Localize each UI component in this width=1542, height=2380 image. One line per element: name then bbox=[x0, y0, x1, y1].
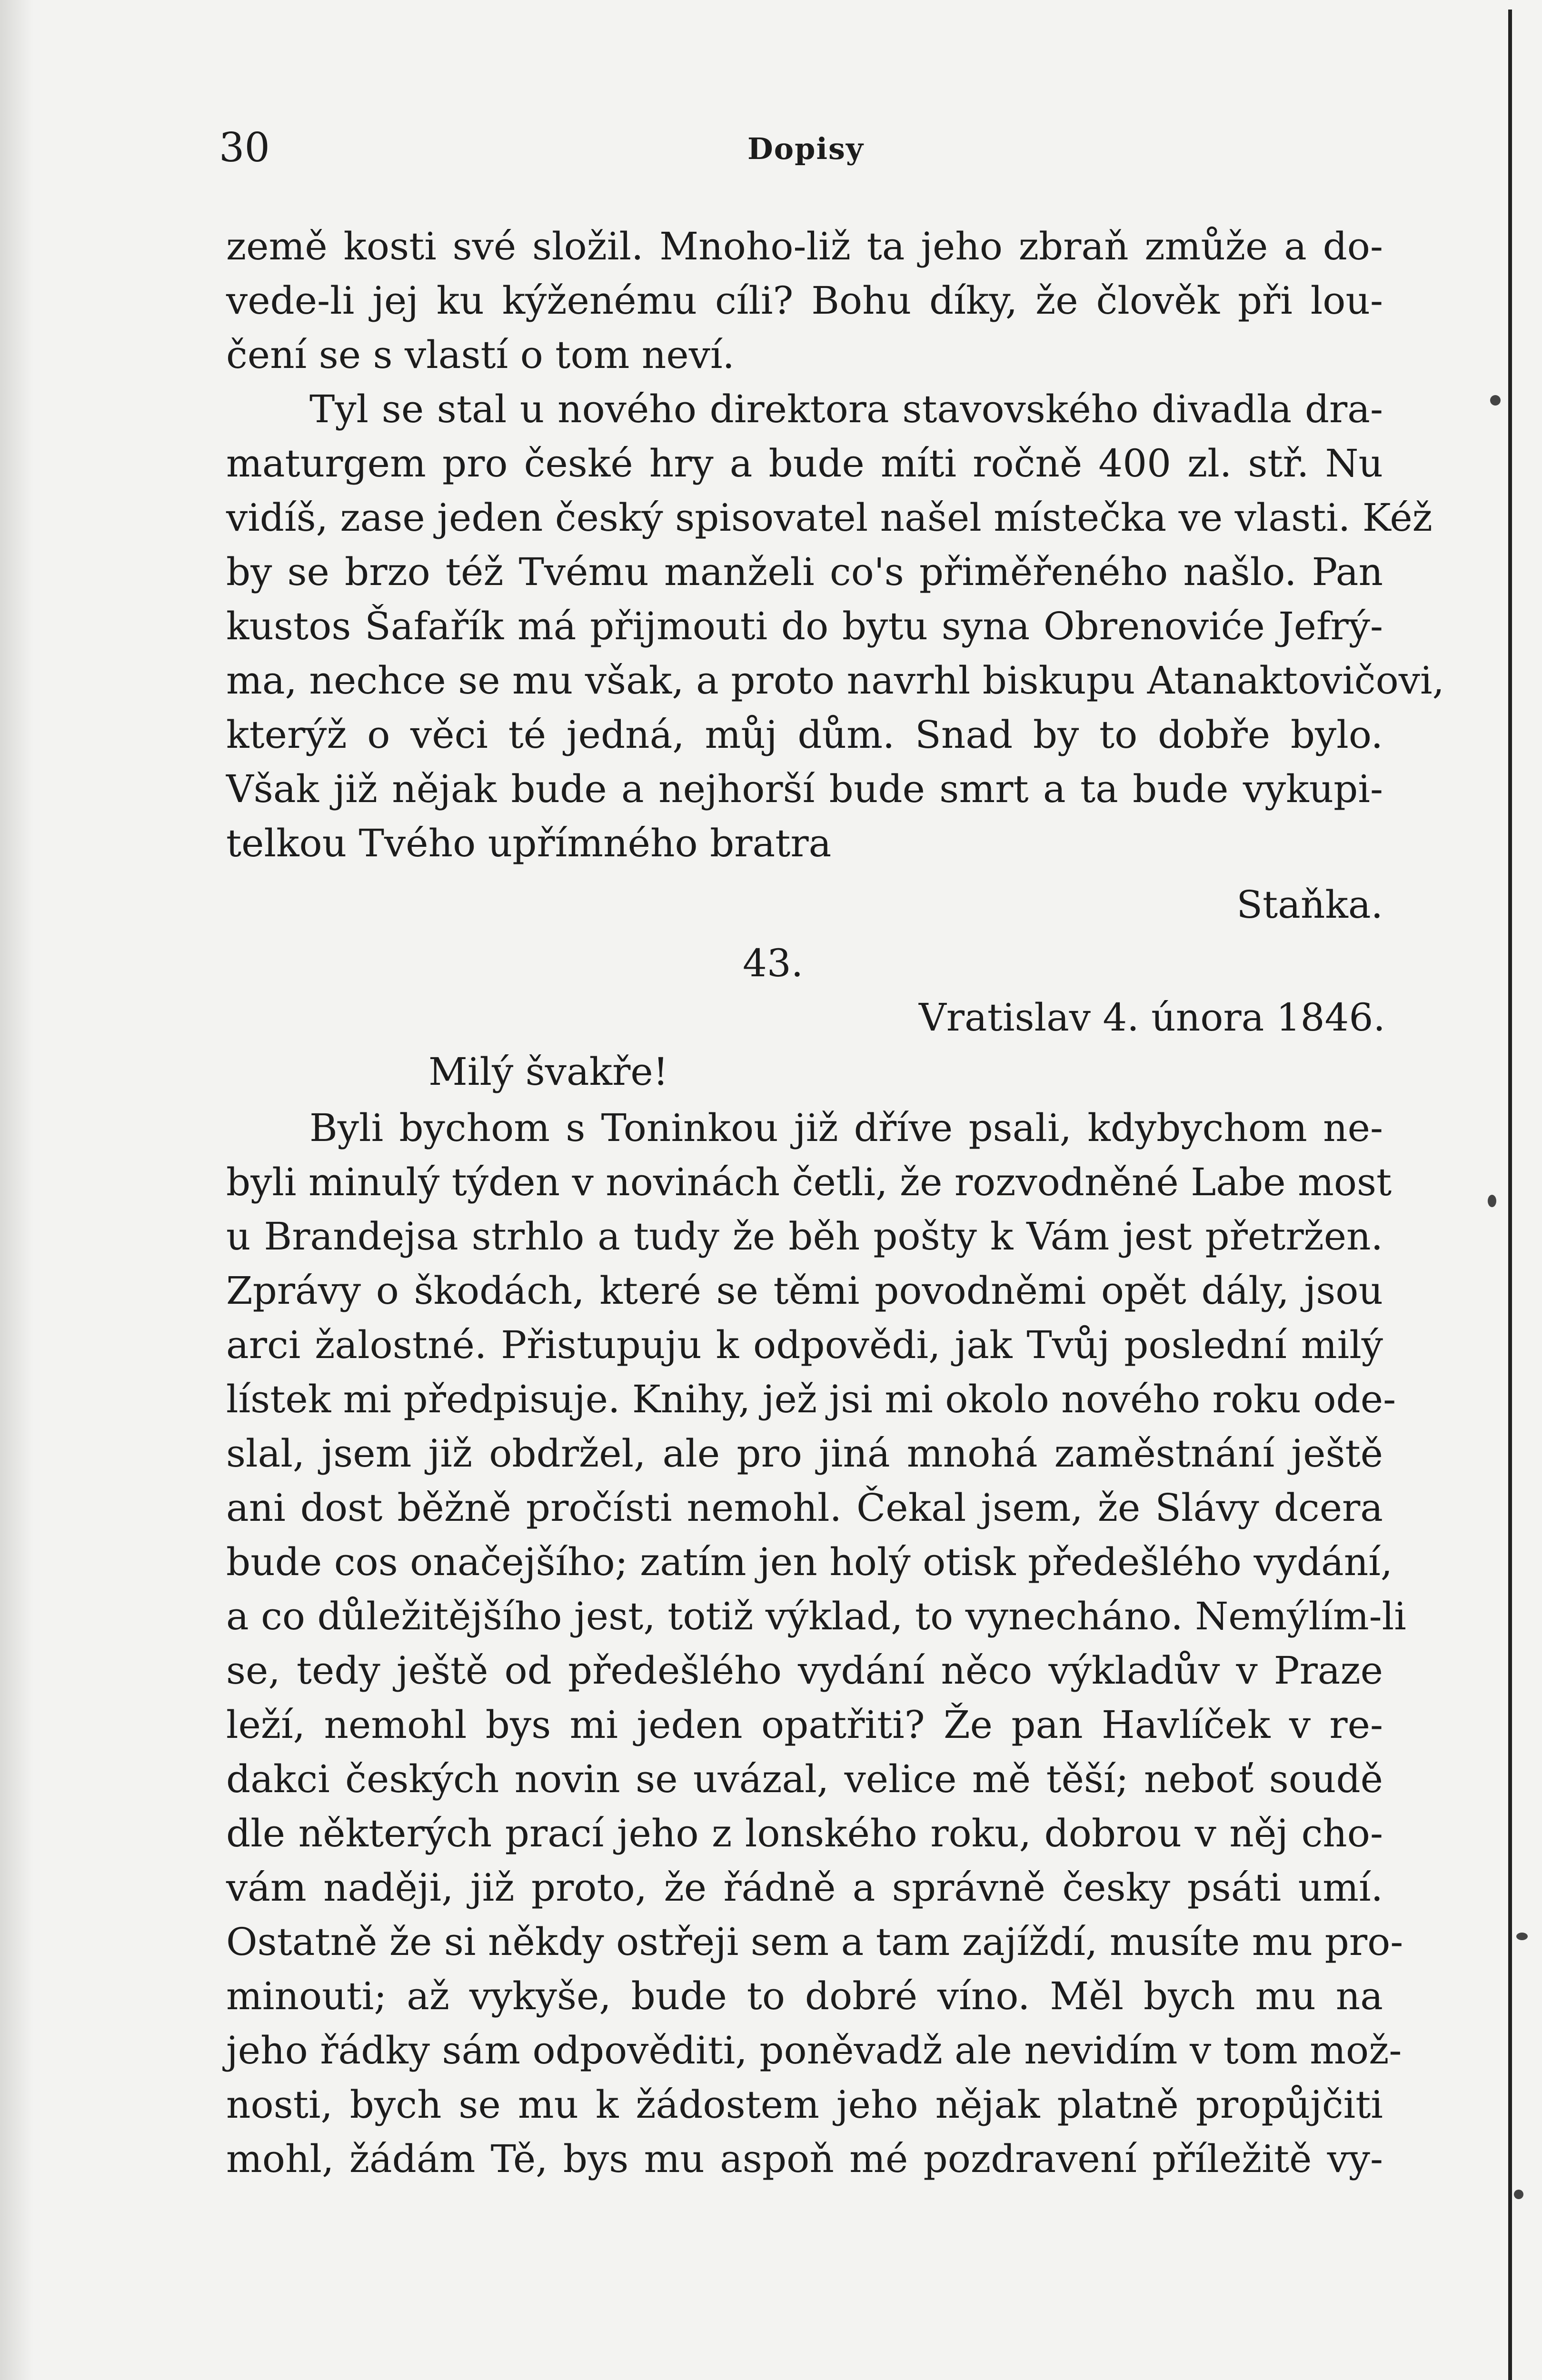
text-line: Tyl se stal u nového direktora stavovského divadla dra- bbox=[309, 387, 1383, 431]
signature: Staňka. bbox=[1236, 883, 1383, 927]
text-line: se, tedy ještě od předešlého vydání něco výkladův v Praze bbox=[226, 1648, 1383, 1693]
text-line: Ostatně že si někdy ostřeji sem a tam zajíždí, musíte mu pro- bbox=[226, 1920, 1403, 1964]
running-title: Dopisy bbox=[747, 131, 864, 166]
text-line: lístek mi předpisuje. Knihy, jež jsi mi okolo nového roku ode- bbox=[226, 1377, 1396, 1421]
text-line: čení se s vlastí o tom neví. bbox=[226, 333, 735, 377]
scan-speck bbox=[1514, 2190, 1523, 2199]
text-line: vede-li jej ku kýženému cíli? Bohu díky, že člověk při lou- bbox=[226, 278, 1383, 323]
text-line: Byli bychom s Toninkou již dříve psali, kdybychom ne- bbox=[309, 1106, 1383, 1150]
scan-speck bbox=[1516, 1933, 1528, 1940]
letter-number: 43. bbox=[743, 941, 804, 985]
text-line: mohl, žádám Tě, bys mu aspoň mé pozdravení příležitě vy- bbox=[226, 2137, 1383, 2181]
dateline: Vratislav 4. února 1846. bbox=[919, 995, 1385, 1040]
text-line: u Brandejsa strhlo a tudy že běh pošty k Vám jest přetržen. bbox=[226, 1214, 1383, 1259]
text-line: země kosti své složil. Mnoho-liž ta jeho zbraň zmůže a do- bbox=[226, 224, 1383, 268]
text-line: byli minulý týden v novinách četli, že rozvodněné Labe most bbox=[226, 1160, 1392, 1204]
text-line: minouti; až vykyše, bude to dobré víno. Měl bych mu na bbox=[226, 1974, 1383, 2018]
salutation: Milý švakře! bbox=[428, 1050, 668, 1094]
text-line: telkou Tvého upřímného bratra bbox=[226, 821, 832, 865]
text-line: dle některých prací jeho z lonského roku, dobrou v něj cho- bbox=[226, 1811, 1383, 1855]
page-header bbox=[0, 119, 1542, 176]
text-line: Však již nějak bude a nejhorší bude smrt a ta bude vykupi- bbox=[226, 767, 1383, 811]
scan-speck bbox=[1488, 1195, 1496, 1207]
text-line: kustos Šafařík má přijmouti do bytu syna Obrenoviće Jefrý- bbox=[226, 604, 1383, 648]
page-number: 30 bbox=[219, 124, 270, 171]
binding-edge-line bbox=[1508, 10, 1512, 2380]
text-line: arci žalostné. Přistupuju k odpovědi, jak Tvůj poslední milý bbox=[226, 1323, 1383, 1367]
text-line: leží, nemohl bys mi jeden opatřiti? Že pan Havlíček v re- bbox=[226, 1703, 1383, 1747]
text-line: by se brzo též Tvému manželi co's přiměřeného našlo. Pan bbox=[226, 550, 1383, 594]
text-line: bude cos onačejšího; zatím jen holý otisk předešlého vydání, bbox=[226, 1540, 1393, 1584]
text-line: jeho řádky sám odpověditi, poněvadž ale nevidím v tom mož- bbox=[226, 2028, 1402, 2073]
text-line: a co důležitějšího jest, totiž výklad, to vynecháno. Nemýlím-li bbox=[226, 1594, 1406, 1638]
text-line: Zprávy o škodách, které se těmi povodněmi opět dály, jsou bbox=[226, 1269, 1383, 1313]
text-line: ani dost běžně pročísti nemohl. Čekal jsem, že Slávy dcera bbox=[226, 1486, 1383, 1530]
text-line: vidíš, zase jeden český spisovatel našel místečka ve vlasti. Kéž bbox=[226, 496, 1433, 540]
text-line: slal, jsem již obdržel, ale pro jiná mnohá zaměstnání ještě bbox=[226, 1431, 1383, 1476]
scan-speck bbox=[1490, 395, 1501, 406]
page-edge-shadow bbox=[0, 0, 33, 2380]
text-line: vám naději, již proto, že řádně a správně česky psáti umí. bbox=[226, 1865, 1383, 1910]
text-line: kterýž o věci té jedná, můj dům. Snad by to dobře bylo. bbox=[226, 713, 1383, 757]
text-line: nosti, bych se mu k žádostem jeho nějak platně propůjčiti bbox=[226, 2082, 1383, 2127]
text-line: dakci českých novin se uvázal, velice mě těší; neboť soudě bbox=[226, 1757, 1383, 1801]
text-line: ma, nechce se mu však, a proto navrhl biskupu Atanaktovičovi, bbox=[226, 658, 1444, 703]
text-line: maturgem pro české hry a bude míti ročně 400 zl. stř. Nu bbox=[226, 441, 1383, 486]
